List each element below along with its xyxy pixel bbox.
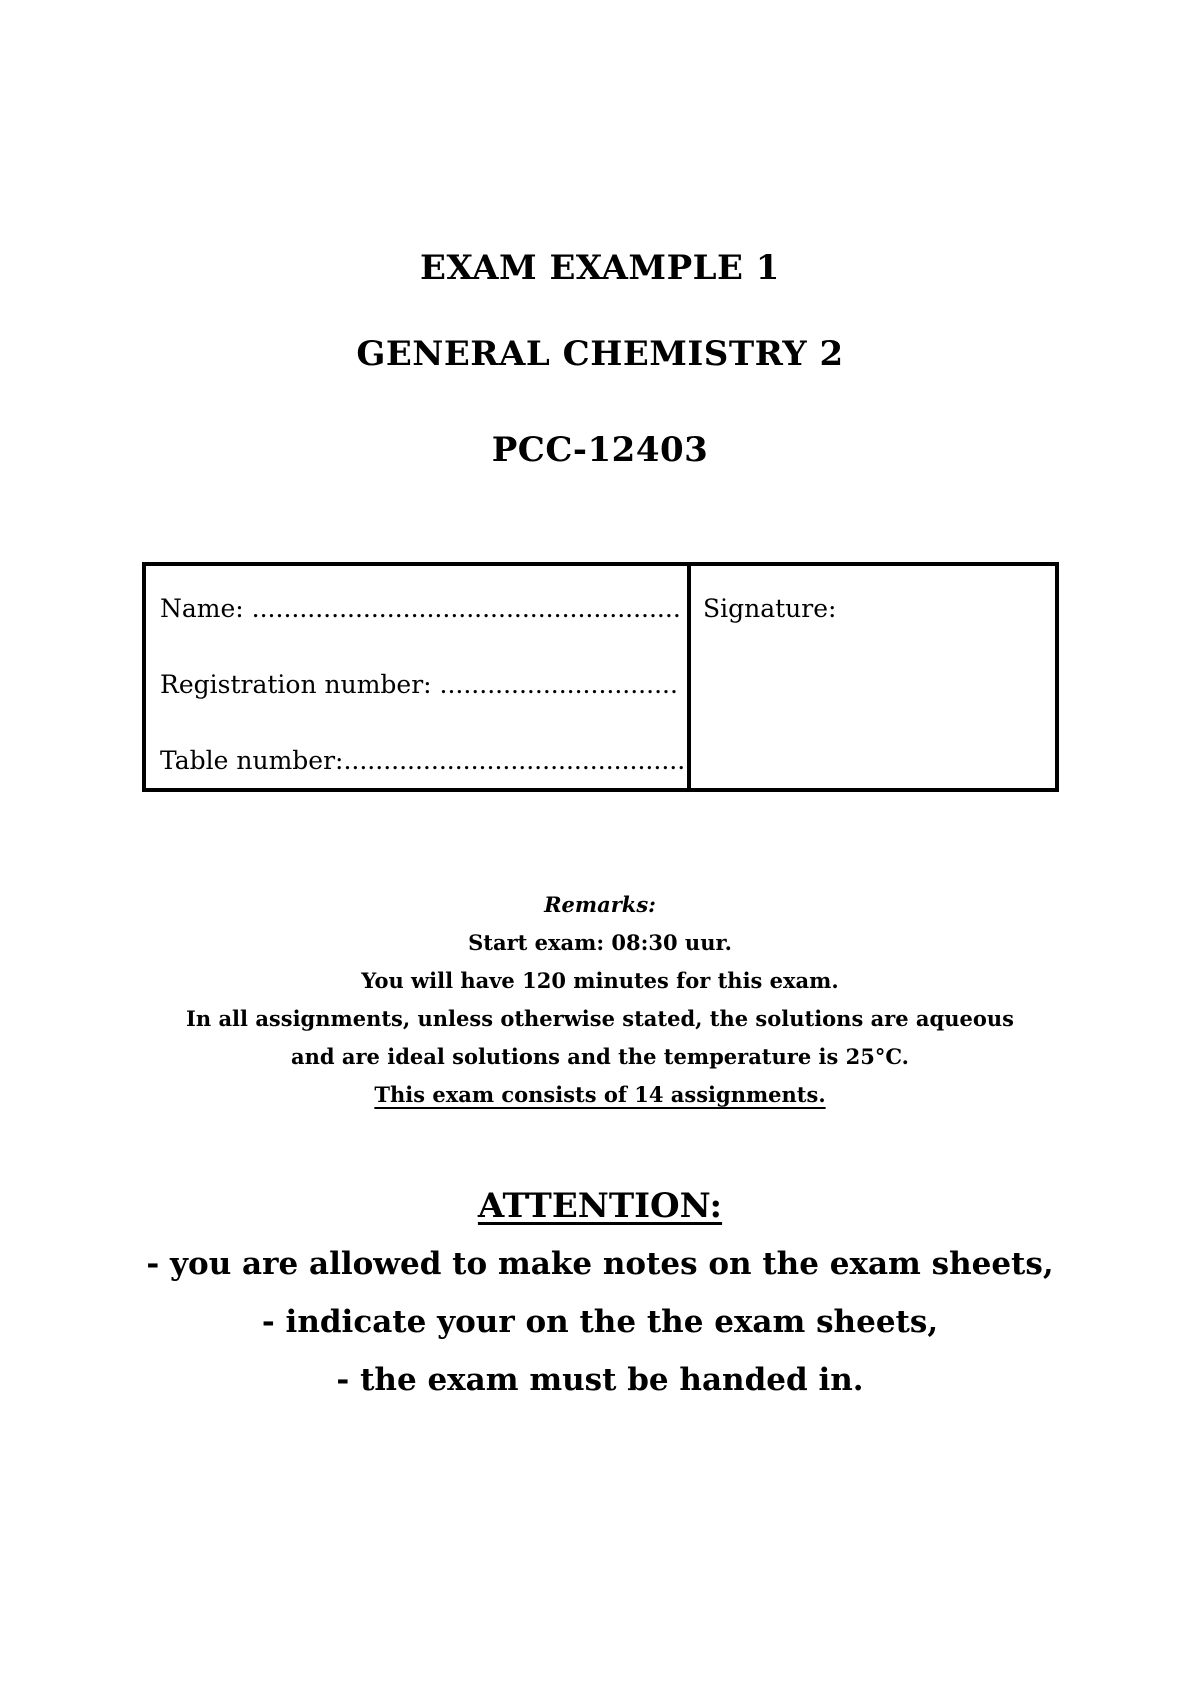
table-number-field[interactable]: Table number:........................................... [160, 746, 686, 775]
course-name: GENERAL CHEMISTRY 2 [356, 334, 844, 374]
student-details-panel [146, 566, 691, 788]
attention-line-indicate: - indicate your on the the exam sheets, [261, 1304, 939, 1340]
name-field[interactable]: Name: ...................................................... [160, 594, 681, 623]
assignments-count-remark: This exam consists of 14 assignments. [374, 1082, 826, 1107]
attention-line-notes: - you are allowed to make notes on the exam sheets, [146, 1246, 1054, 1282]
attention-line-hand-in: - the exam must be handed in. [336, 1362, 864, 1398]
remarks-heading: Remarks: [544, 892, 656, 917]
remarks-block [0, 886, 1200, 1114]
exam-title: EXAM EXAMPLE 1 [420, 248, 780, 288]
duration-remark: You will have 120 minutes for this exam. [361, 968, 839, 993]
signature-label: Signature: [703, 594, 837, 623]
attention-heading: ATTENTION: [477, 1186, 723, 1226]
registration-number-field[interactable]: Registration number: .............................. [160, 670, 678, 699]
conditions-remark-line1: In all assignments, unless otherwise stated, the solutions are aqueous [186, 1006, 1014, 1031]
signature-panel [691, 566, 1055, 788]
course-code: PCC-12403 [491, 430, 709, 470]
conditions-remark-line2: and are ideal solutions and the temperature is 25°C. [291, 1044, 909, 1069]
start-time-remark: Start exam: 08:30 uur. [468, 930, 732, 955]
student-info-box [142, 562, 1059, 792]
